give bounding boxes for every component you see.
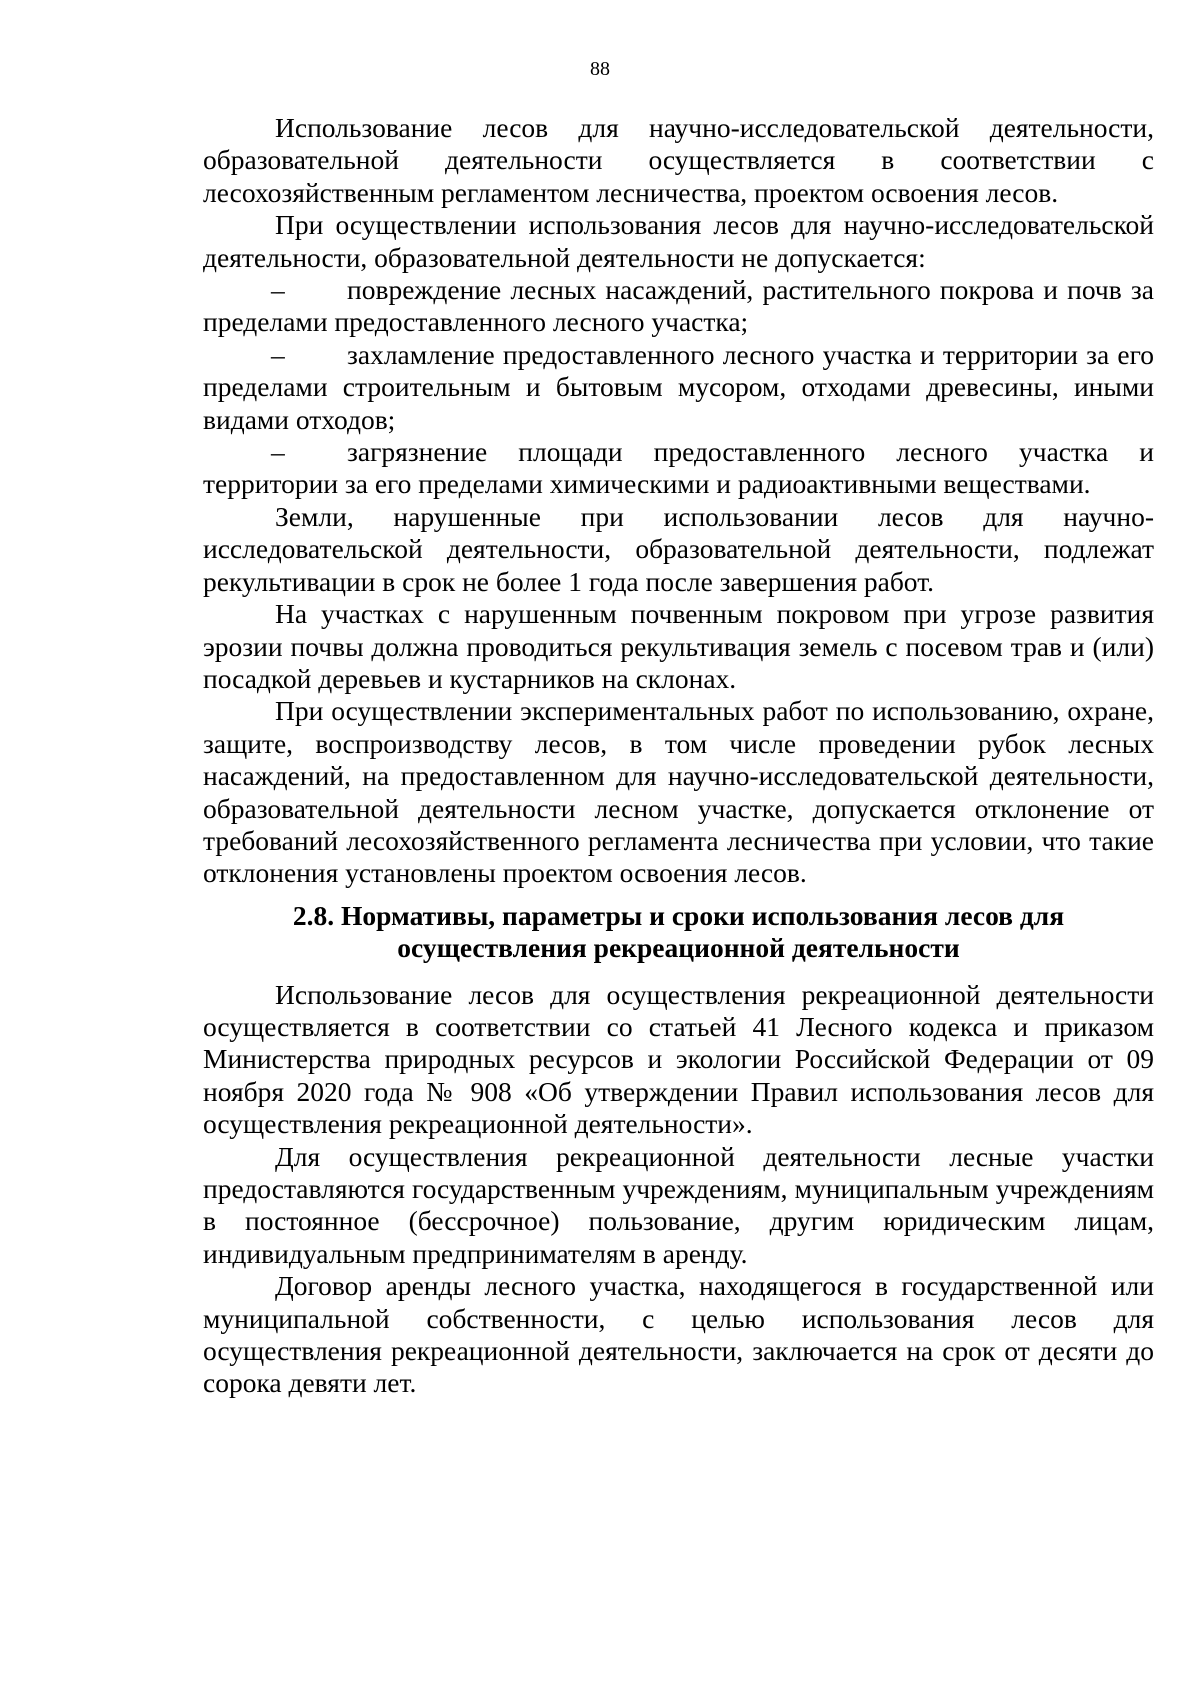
paragraph: На участках с нарушенным почвенным покровом при угрозе развития эрозии почвы должна проводиться рекультивация земель с посевом трав и (или) посадкой деревьев и кустарников на склонах. xyxy=(203,598,1154,694)
paragraph: Использование лесов для научно-исследовательской деятельности, образовательной деятельности осуществляется в соответствии с лесохозяйственным регламентом лесничества, проектом освоения лесов. xyxy=(203,112,1154,208)
list-dash: – xyxy=(271,274,285,306)
section-heading-line: 2.8. Нормативы, параметры и сроки использования лесов для xyxy=(292,899,1065,931)
list-item-text: повреждение лесных насаждений, растительного покрова и почв за пределами предоставленного лесного участка; xyxy=(203,274,1154,338)
list-item xyxy=(203,339,1154,436)
list-item-text: загрязнение площади предоставленного лесного участка и территории за его пределами химическими и радиоактивными веществами. xyxy=(203,436,1154,500)
paragraph: Земли, нарушенные при использовании лесов для научно-исследовательской деятельности, образовательной деятельности, подлежат рекультивации в срок не более 1 года после завершения работ. xyxy=(203,500,1154,597)
paragraph: Договор аренды лесного участка, находящегося в государственной или муниципальной собственности, с целью использования лесов для осуществления рекреационной деятельности, заключается на срок от десяти до сорока девяти лет. xyxy=(203,1270,1154,1399)
page-number: 88 xyxy=(590,58,610,80)
paragraph: При осуществлении использования лесов для научно-исследовательской деятельности, образовательной деятельности не допускается: xyxy=(203,209,1154,273)
section-heading-line: осуществления рекреационной деятельности xyxy=(397,932,960,964)
paragraph: Использование лесов для осуществления рекреационной деятельности осуществляется в соответствии со статьей 41 Лесного кодекса и приказом Министерства природных ресурсов и экологии Российской Федерации от 09 ноября 2020 года № 908 «Об утверждении Правил использования лесов для осуществления рекреационной деятельности». xyxy=(203,978,1154,1140)
paragraph: При осуществлении экспериментальных работ по использованию, охране, защите, воспроизводству лесов, в том числе проведении рубок лесных насаждений, на предоставленном для научно-исследовательской деятельности, образовательной деятельности лесном участке, допускается отклонение от требований лесохозяйственного регламента лесничества при условии, что такие отклонения установлены проектом освоения лесов. xyxy=(203,695,1154,889)
section-heading xyxy=(203,900,1154,965)
document-body xyxy=(203,112,1154,1400)
list-item xyxy=(203,436,1154,501)
list-item xyxy=(203,274,1154,339)
paragraph: Для осуществления рекреационной деятельности лесные участки предоставляются государственным учреждениям, муниципальным учреждениям в постоянное (бессрочное) пользование, другим юридическим лицам, индивидуальным предпринимателям в аренду. xyxy=(203,1140,1154,1269)
list-dash: – xyxy=(271,436,285,468)
list-dash: – xyxy=(271,338,285,370)
list-item-text: захламление предоставленного лесного участка и территории за его пределами строительным и бытовым мусором, отходами древесины, иными видами отходов; xyxy=(203,338,1154,435)
